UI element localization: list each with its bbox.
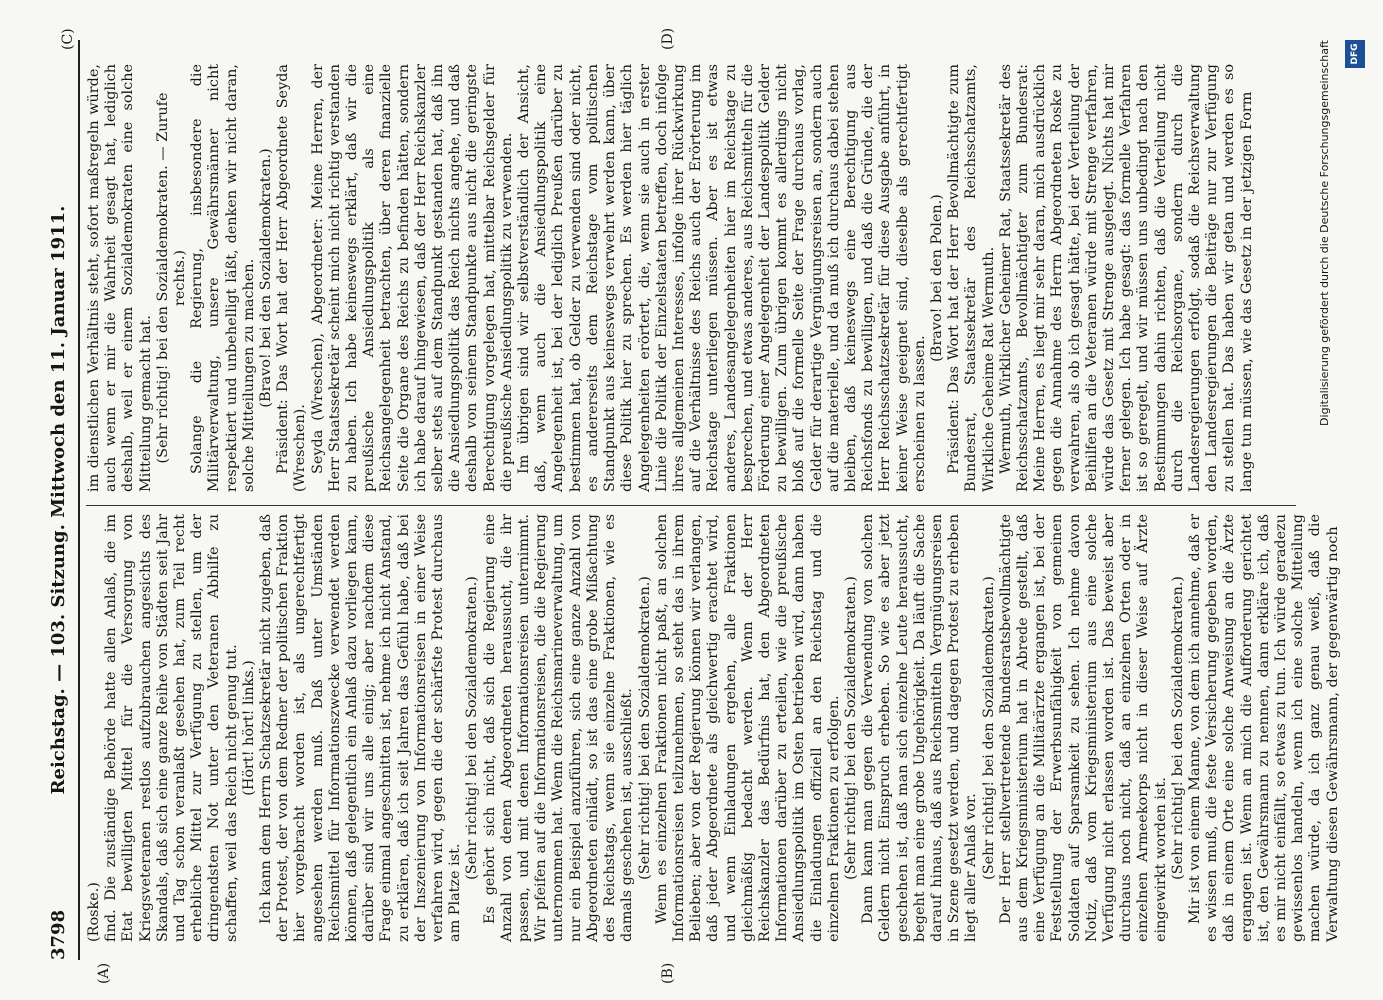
paragraph: Seyda (Wreschen), Abgeordneter: Meine Herren, der Herr Staatssekretär scheint mich nicht richtig verstanden zu haben. Ich habe keineswegs erklärt, daß wir die preußische Ansiedlungspolitik als eine Reichsangelegenheit betrachten, über deren finanzielle Seite die Organe des Reichs zu befinden hätten, sondern ich habe darauf hingewiesen, daß der Herr Reichskanzler selber stets auf dem Standpunkt gestanden hat, daß ihn die Ansiedlungspolitik das Reich nichts angehe, und daß deshalb von seinem Standpunkte aus nicht die geringste Berechtigung vorgelegen hat, mittelbar Reichsgelder für die preußische Ansiedlungspolitik zu verwenden. [309, 64, 515, 492]
paragraph: Ich kann dem Herrn Schatzsekretär nicht zugeben, daß der Protest, der von dem Redner der politischen Fraktion hier vorgebracht worden ist, als ungerechtfertigt angesehen werden muß. Daß unter Umständen Reichsmittel für Informationszwecke verwendet werden können, daß gelegentlich ein Anlaß dazu vorliegen kann, darüber sind wir uns alle einig; aber nachdem diese Frage einmal angeschnitten ist, nehme ich nicht Anstand, zu erklären, daß ich seit Jahren das Gefühl habe, daß bei der Inszenierung von Informationsreisen in einer Weise verfahren wird, gegen die der schärfste Protest durchaus am Platze ist. [258, 514, 464, 942]
paragraph: (Sehr richtig! bei den Sozialdemokraten.) [1169, 576, 1186, 880]
paragraph: (Bravo! bei den Polen.) [928, 194, 945, 362]
paragraph: (Sehr richtig! bei den Sozialdemokraten.) [464, 576, 481, 880]
paragraph: Wenn es einzelnen Fraktionen nicht paßt, an solchen Informationsreisen teilzunehmen, so steht das in ihrem Belieben; aber von der Regierung können wir verlangen, daß jeder Abgeordnete als gleichwertig erachtet wird, und wenn Einladungen ergehen, alle Fraktionen gleichmäßig bedacht werden. Wenn der Herr Reichskanzler das Bedürfnis hat, den Abgeordneten Informationen darüber zu erteilen, wie die preußische Ansiedlungspolitik im Osten betrieben wird, dann haben die Einladungen offiziell an den Reichstag und die einzelnen Fraktionen zu erfolgen. [653, 514, 842, 942]
paragraph: find. Die zuständige Behörde hatte allen Anlaß, die im Etat bewilligten Mittel für die Versorgung von Kriegsveteranen restlos aufzubrauchen angesichts des Skandals, daß sich eine ganze Reihe von Städten seit Jahr und Tag schon veranlaßt gesehen hat, zum Teil recht erhebliche Mittel zur Verfügung zu stellen, um der dringendsten Not unter den Veteranen Abhilfe zu schaffen, weil das Reich nicht genug tut. [103, 514, 240, 942]
paragraph: Präsident: Das Wort hat der Herr Abgeordnete Seyda (Wreschen). [275, 64, 309, 492]
margin-marker-a: (A) [96, 962, 112, 984]
paragraph: im dienstlichen Verhältnis steht, sofort maßregeln würde, auch wenn er mir die Wahrheit gesagt hat, lediglich deshalb, weil er einem Sozialdemokraten eine solche Mitteilung gemacht hat. [86, 64, 154, 492]
margin-marker-c: (C) [60, 28, 76, 50]
paragraph: (Hört! hört! links.) [240, 660, 257, 796]
paragraph: Mir ist von einem Manne, von dem ich annehme, daß er es wissen muß, die feste Versicherung gegeben worden, daß in einem Orte eine solche Anweisung an die Ärzte ergangen ist. Wenn an mich die Aufforderung gerichtet ist, den Gewährsmann zu nennen, dann erkläre ich, daß es mir nicht einfällt, so etwas zu tun. Ich würde geradezu gewissenlos handeln, wenn ich eine solche Mitteilung machen würde, da ich ganz genau weiß, daß die Verwaltung diesen Gewährsmann, der gegenwärtig noch [1187, 514, 1341, 942]
paragraph: (Sehr richtig! bei den Sozialdemokraten.) [842, 576, 859, 880]
paragraph: Der Herr stellvertretende Bundesratsbevollmächtigte aus dem Kriegsministerium hat in Abrede gestellt, daß eine Verfügung an die Militärärzte ergangen ist, bei der Feststellung der Erwerbsunfähigkeit von gemeinen Soldaten auf Sparsamkeit zu sehen. Ich nehme davon Notiz, daß vom Kriegsministerium aus eine solche Verfügung nicht erlassen worden ist. Das beweist aber durchaus noch nicht, daß an einzelnen Orten oder in einzelnen Armeekorps nicht in dieser Weise auf Ärzte eingewirkt worden ist. [997, 514, 1169, 942]
paragraph: (Sehr richtig! bei den Sozialdemokraten. — Zurufe rechts.) [154, 92, 189, 464]
paragraph: (Roske.) [86, 882, 102, 942]
paragraph: Solange die Regierung, insbesondere die Militärverwaltung, unsere Gewährsmänner nicht respektiert und unbehelligt läßt, denken wir nicht daran, solche Mitteilungen zu machen. [189, 64, 257, 492]
page-title: Reichstag. — 103. Sitzung. Mittwoch den 11. Januar 1911. [48, 205, 69, 795]
dfg-logo: DFG [1345, 40, 1365, 68]
page-number: 3798 [48, 909, 69, 960]
left-text-column [86, 514, 1341, 942]
margin-marker-d: (D) [660, 27, 676, 50]
paragraph: Wermuth, Wirklicher Geheimer Rat, Staatssekretär des Reichsschatzamts, Bevollmächtigter zum Bundesrat: Meine Herren, es liegt mir sehr daran, mich ausdrücklich gegen die Annahme des Herrn Abgeordneten Roske zu verwahren, als ob ich gesagt hätte, bei der Verteilung der Beihilfen an die Veteranen würde mit Strenge verfahren, würde das Gesetz mit Strenge ausgelegt. Nichts hat mir ferner gelegen. Ich habe gesagt: das formelle Verfahren ist so geregelt, und wir müssen uns unbedingt nach den Bestimmungen dahin richten, daß die Verteilung nicht durch die Reichsorgane, sondern durch die Landesregierungen erfolgt, sodaß die Reichsverwaltung den Landesregierungen die Beiträge nur zur Verfügung zu stellen hat. Das haben wir getan und werden es so lange tun müssen, wie das Gesetz in der jetzigen Form [997, 64, 1255, 492]
digitization-credit: Digitalisierung gefördert durch die Deutsche Forschungsgemeinschaft [1318, 40, 1331, 426]
right-text-column [86, 64, 1296, 492]
paragraph: Es gehört sich nicht, daß sich die Regierung eine Anzahl von denen Abgeordneten heraussucht, die ihr passen, und mit denen Informationsreisen unternimmt. Wir pfeifen auf die Informationsreisen, die die Regierung unternommen hat. Wenn die Reichsmarineverwaltung, um nur ein Beispiel anzuführen, sich eine ganze Anzahl von Abgeordneten einlädt, so ist das eine grobe Mißachtung des Reichstags, wenn sie einzelne Fraktionen, wie es damals geschehen ist, ausschließt. [481, 514, 636, 942]
column-divider [86, 505, 1296, 506]
page-header [48, 40, 74, 960]
paragraph: (Sehr richtig! bei den Sozialdemokraten.) [636, 576, 653, 880]
paragraph: Dann kann man gegen die Verwendung von solchen Geldern nicht Einspruch erheben. So wie es aber jetzt geschehen ist, daß man sich einzelne Leute heraussucht, begeht man eine grobe Ungehörigkeit. Da läuft die Sache darauf hinaus, daß aus Reichsmitteln Vergnügungsreisen in Szene gesetzt werden, und dagegen Protest zu erheben liegt aller Anlaß vor. [860, 514, 980, 942]
paragraph: Im übrigen sind wir selbstverständlich der Ansicht, daß, wenn auch die Ansiedlungspolitik eine Angelegenheit ist, bei der lediglich Preußen darüber zu bestimmen hat, ob Gelder zu verwenden sind oder nicht, es andererseits dem Reichstage vom politischen Standpunkt aus keineswegs verwehrt werden kann, über diese Politik hier zu sprechen. Es werden hier täglich Angelegenheiten erörtert, die, wenn sie auch in erster Linie die Politik der Einzelstaaten betreffen, doch infolge ihres allgemeinen Interesses, infolge ihrer Rückwirkung auf die Verhältnisse des Reichs auch der Erörterung im Reichstage unterliegen müssen. Aber es ist etwas anderes, Landesangelegenheiten hier im Reichstage zu besprechen, und etwas anderes, aus Reichsmitteln für die Förderung einer Angelegenheit der Landespolitik Gelder zu bewilligen. Zum übrigen kommt es allerdings nicht bloß auf die formelle Seite der Frage durchaus vorlag, Gelder für derartige Vergnügungsreisen an, sondern auch auf die materielle, und da muß ich durchaus dabei stehen bleiben, daß keineswegs eine Berechtigung aus Reichsfonds zu bewilligen, und daß die Gründe, die der Herr Reichsschatzsekretär für diese Ausgabe anführt, in keiner Weise geeignet sind, dieselbe als gerechtfertigt erscheinen zu lassen. [516, 64, 928, 492]
paragraph: (Bravo! bei den Sozialdemokraten.) [258, 148, 275, 408]
margin-marker-b: (B) [660, 962, 676, 984]
header-rule [78, 40, 80, 960]
paragraph: Präsident: Das Wort hat der Herr Bevollmächtigte zum Bundesrat, Staatssekretär des Reichsschatzamts, Wirkliche Geheime Rat Wermuth. [946, 64, 997, 492]
paragraph: (Sehr richtig! bei den Sozialdemokraten.) [980, 576, 997, 880]
